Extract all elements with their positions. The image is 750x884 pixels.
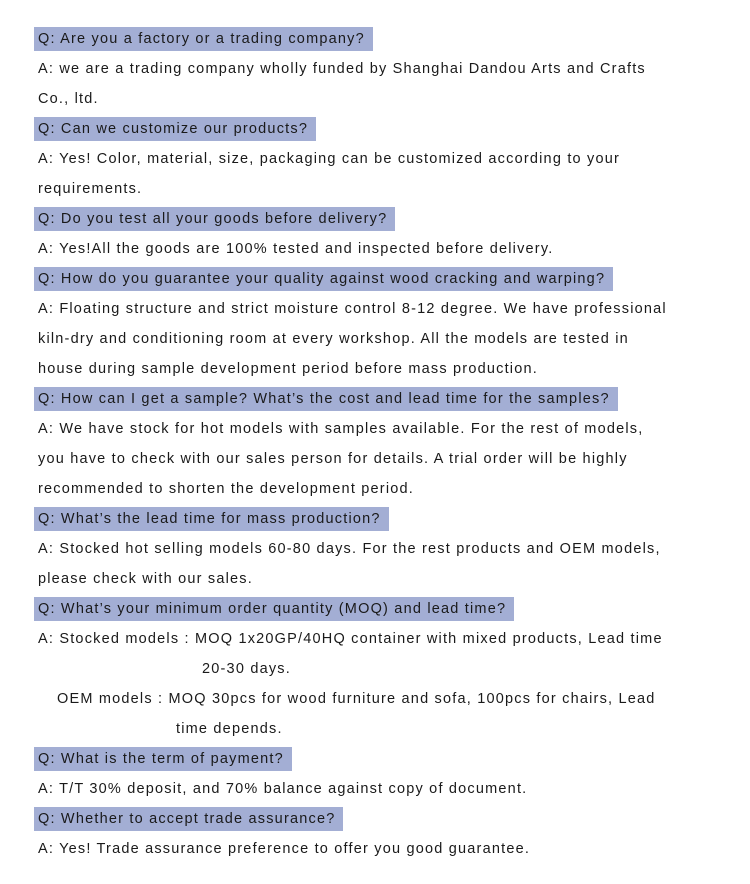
- faq-question: Q: What’s the lead time for mass production?: [34, 507, 389, 531]
- faq-question: Q: How do you guarantee your quality against wood cracking and warping?: [34, 267, 613, 291]
- faq-answer-line: A: We have stock for hot models with samples available. For the rest of models,: [38, 421, 644, 437]
- faq-question: Q: How can I get a sample? What’s the cost and lead time for the samples?: [34, 387, 618, 411]
- faq-answer-line: recommended to shorten the development period.: [38, 481, 415, 497]
- faq-answer-line: time depends.: [176, 721, 283, 737]
- faq-answer-line: A: Stocked hot selling models 60-80 days. For the rest products and OEM models,: [38, 541, 661, 557]
- faq-question: Q: Do you test all your goods before delivery?: [34, 207, 395, 231]
- faq-question: Q: Can we customize our products?: [34, 117, 316, 141]
- faq-answer-line: you have to check with our sales person for details. A trial order will be highly: [38, 451, 628, 467]
- faq-answer-line: A: Yes! Color, material, size, packaging can be customized according to your: [38, 151, 621, 167]
- faq-answer-line: 20-30 days.: [202, 661, 291, 677]
- faq-answer-line: A: Yes! Trade assurance preference to offer you good guarantee.: [38, 841, 531, 857]
- faq-answer-line: A: Yes!All the goods are 100% tested and inspected before delivery.: [38, 241, 554, 257]
- faq-answer-line: A: Stocked models : MOQ 1x20GP/40HQ container with mixed products, Lead time: [38, 631, 663, 647]
- faq-question: Q: What’s your minimum order quantity (MOQ) and lead time?: [34, 597, 514, 621]
- faq-question: Q: What is the term of payment?: [34, 747, 292, 771]
- faq-answer-line: A: Floating structure and strict moisture control 8-12 degree. We have professional: [38, 301, 667, 317]
- faq-answer-line: house during sample development period before mass production.: [38, 361, 538, 377]
- faq-answer-line: requirements.: [38, 181, 143, 197]
- faq-answer-line: kiln-dry and conditioning room at every workshop. All the models are tested in: [38, 331, 629, 347]
- faq-question: Q: Whether to accept trade assurance?: [34, 807, 343, 831]
- faq-question: Q: Are you a factory or a trading company?: [34, 27, 373, 51]
- faq-answer-line: Co., ltd.: [38, 91, 99, 107]
- faq-answer-line: A: we are a trading company wholly funded by Shanghai Dandou Arts and Crafts: [38, 61, 646, 77]
- faq-answer-line: please check with our sales.: [38, 571, 253, 587]
- faq-answer-line: OEM models : MOQ 30pcs for wood furniture and sofa, 100pcs for chairs, Lead: [57, 691, 656, 707]
- faq-answer-line: A: T/T 30% deposit, and 70% balance against copy of document.: [38, 781, 528, 797]
